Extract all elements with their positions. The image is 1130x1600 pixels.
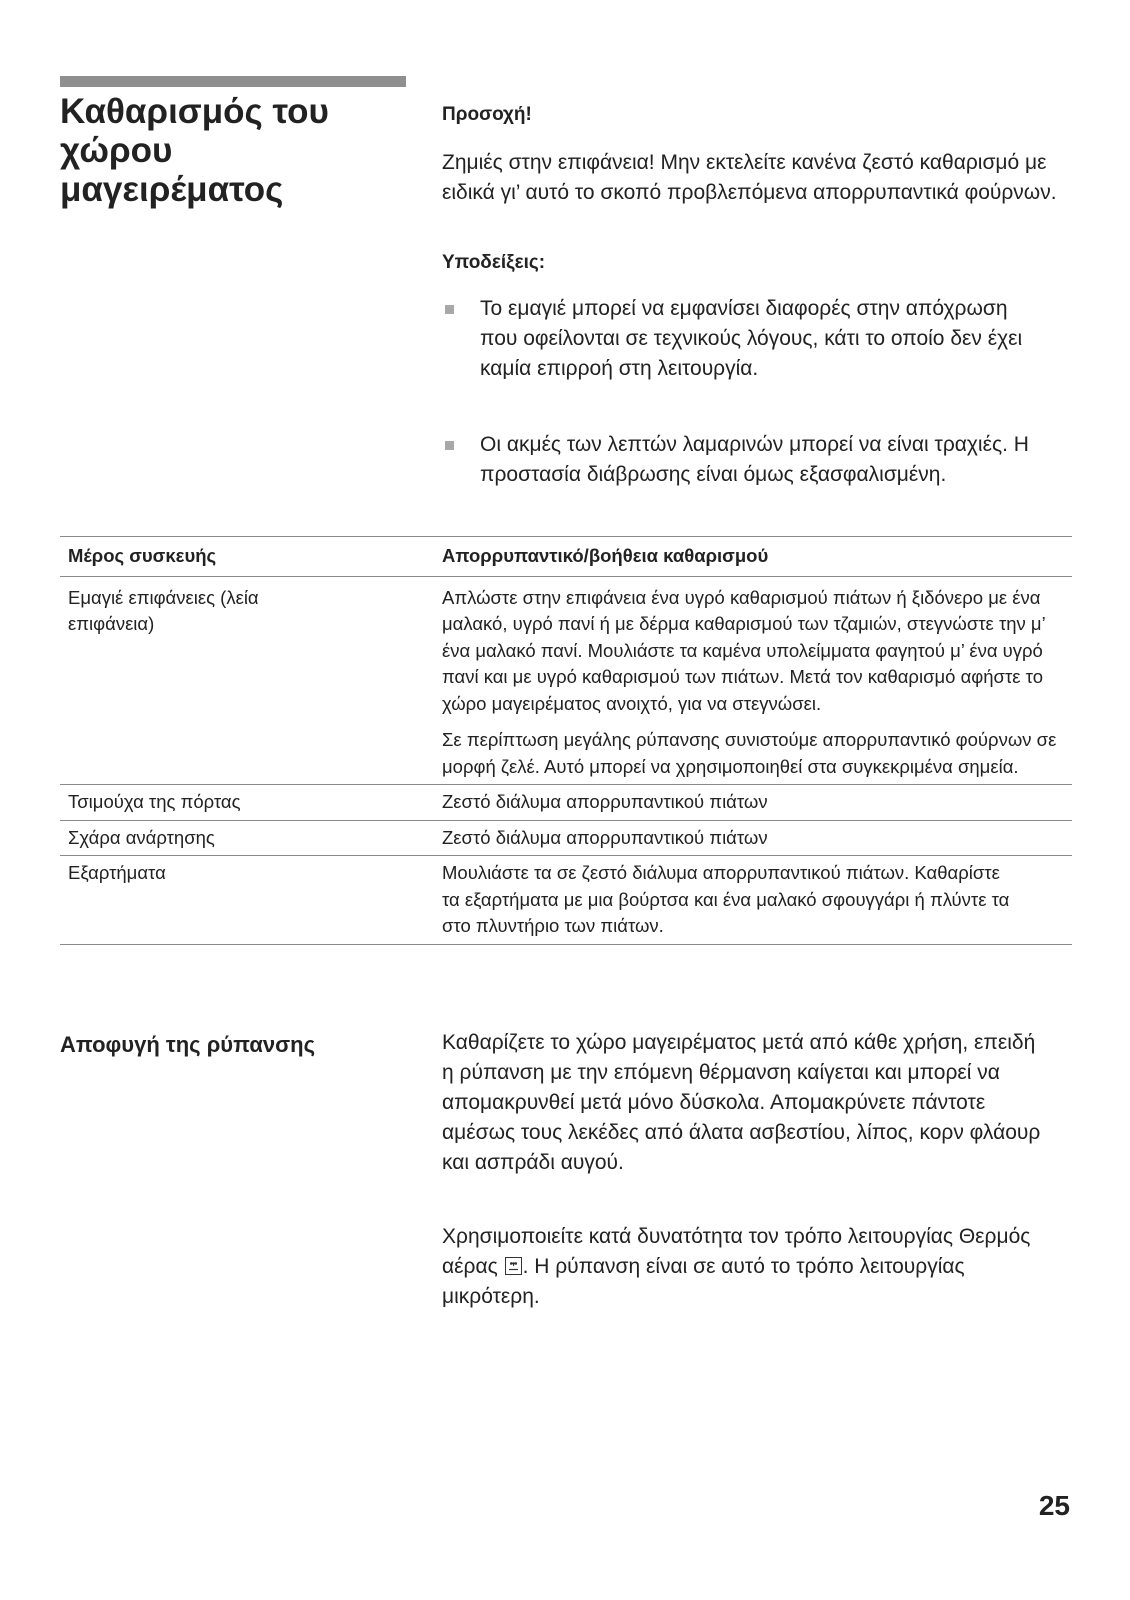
avoid-soiling-paragraph: Καθαρίζετε το χώρο μαγειρέματος μετά από κάθε χρήση, επειδή η ρύπανση με την επόμενη θέρμανση καίγεται και μπορεί να απομακρυνθεί μετά μόνο δύσκολα. Απομακρύνετε πάντοτε αμέσως τους λεκέδες από άλατα ασβεστίου, λίπος, κορν φλάουρ και ασπράδι αυγού. (442, 1031, 1041, 1174)
hint-list (442, 430, 1042, 490)
table-row (60, 577, 1072, 786)
table-cell-part: Τσιμούχα της πόρτας (68, 791, 241, 812)
table-row (60, 821, 1072, 857)
avoid-soiling-paragraph (442, 1222, 1032, 1312)
table-row (60, 856, 1072, 945)
attention-text: Ζημιές στην επιφάνεια! Μην εκτελείτε κανένα ζεστό καθαρισμό με ειδικά γι’ αυτό το σκοπό προβλεπόμενα απορρυπαντικά φούρνων. (442, 151, 1057, 204)
cleaner-paragraph: Σε περίπτωση μεγάλης ρύπανσης συνιστούμε απορρυπαντικό φούρνων σε μορφή ζελέ. Αυτό μπορεί να χρησιμοποιηθεί στα συγκεκριμένα σημεία. (442, 729, 1057, 777)
attention-heading: Προσοχή! (442, 104, 532, 125)
section-heading-avoid-soiling: Αποφυγή της ρύπανσης (60, 1032, 316, 1057)
hint-item (442, 430, 1042, 490)
table-cell-cleaner (438, 577, 1072, 785)
bullet-square-icon (445, 305, 454, 314)
page-number: 25 (1038, 1490, 1070, 1521)
hint-item (442, 294, 1042, 384)
hint-list (442, 294, 1042, 384)
table-row (60, 785, 1072, 821)
page-title: Καθαρισμός του χώρου μαγειρέματος (60, 92, 329, 209)
table-cell-cleaner: Ζεστό διάλυμα απορρυπαντικού πιάτων (442, 826, 768, 848)
paragraph-text: . Η ρύπανση είναι σε αυτό το τρόπο λειτουργίας μικρότερη. (442, 1255, 965, 1308)
hint-text: Οι ακμές των λεπτών λαμαρινών μπορεί να είναι τραχιές. Η προστασία διάβρωσης είναι όμως εξασφαλισμένη. (480, 433, 1029, 486)
hints-heading: Υποδείξεις: (442, 252, 546, 273)
table-cell-cleaner: Ζεστό διάλυμα απορρυπαντικού πιάτων (442, 791, 768, 812)
hot-air-fan-icon (505, 1257, 522, 1275)
table-cell-cleaner: Μουλιάστε τα σε ζεστό διάλυμα απορρυπαντικού πιάτων. Καθαρίστε τα εξαρτήματα με μια βούρτσα και ένα μαλακό σφουγγάρι ή πλύντε τα στο πλυντήριο των πιάτων. (442, 862, 1010, 936)
table-header-row (60, 536, 1072, 577)
column-header-cleaner: Απορρυπαντικό/βοήθεια καθαρισμού (442, 545, 769, 566)
bullet-square-icon (445, 441, 454, 450)
table-cell-part: Εμαγιέ επιφάνειες (λεία επιφάνεια) (68, 586, 259, 634)
cleaner-paragraph: Απλώστε στην επιφάνεια ένα υγρό καθαρισμού πιάτων ή ξιδόνερο με ένα μαλακό, υγρό πανί ή με δέρμα καθαρισμού των τζαμιών, στεγνώστε την μ’ ένα μαλακό πανί. Μουλιάστε τα καμένα υπολείμματα φαγητού μ’ ένα υγρό πανί και με υγρό καθαρισμού των πιάτων. Μετά τον καθαρισμό αφήστε το χώρο μαγειρέματος ανοιχτό, για να στεγνώσει. (442, 586, 1046, 714)
table-cell-part: Σχάρα ανάρτησης (68, 826, 215, 848)
paragraph-text: Χρησιμοποιείτε κατά δυνατότητα τον τρόπο λειτουργίας Θερμός αέρας (442, 1225, 1031, 1278)
hint-text: Το εμαγιέ μπορεί να εμφανίσει διαφορές στην απόχρωση που οφείλονται σε τεχνικούς λόγους, κάτι το οποίο δεν έχει καμία επιρροή στη λειτουργία. (480, 297, 1023, 380)
title-decoration-bar (60, 76, 406, 87)
table-cell-part: Εξαρτήματα (68, 862, 166, 883)
cleaning-table (60, 536, 1072, 945)
column-header-part: Μέρος συσκευής (68, 545, 217, 566)
